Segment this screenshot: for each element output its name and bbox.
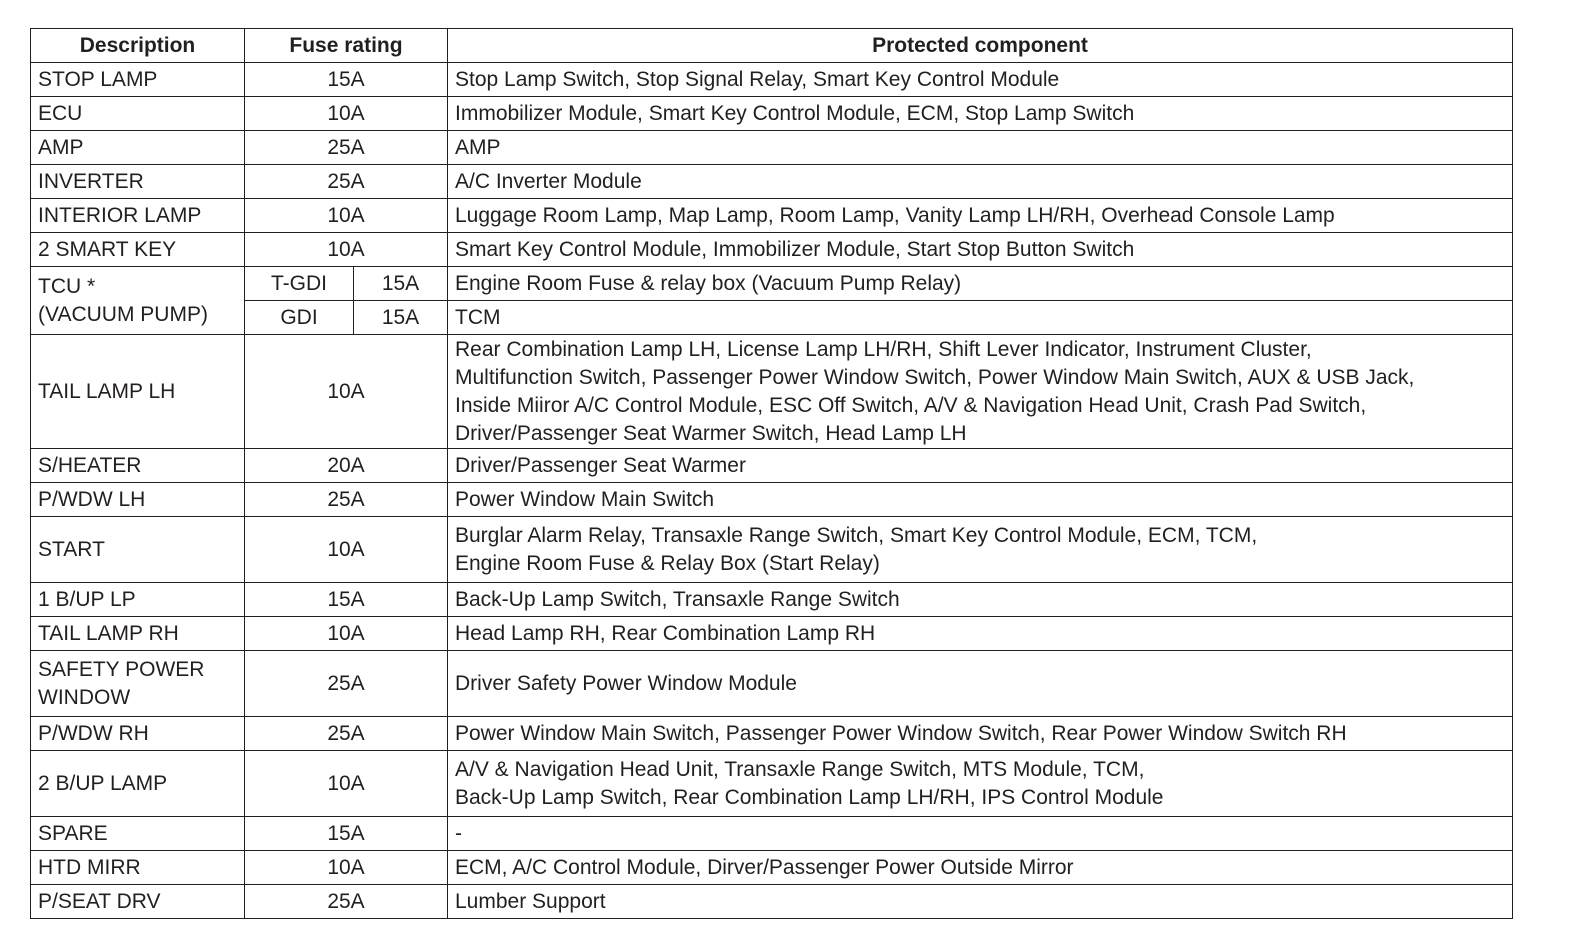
table-row — [31, 717, 1513, 751]
table-row — [31, 63, 1513, 97]
protected-component: Engine Room Fuse & relay box (Vacuum Pump Relay) — [448, 267, 1513, 301]
fuse-rating: 10A — [245, 851, 448, 885]
fuse-description: 1 B/UP LP — [31, 583, 245, 617]
protected-component: Immobilizer Module, Smart Key Control Module, ECM, Stop Lamp Switch — [448, 97, 1513, 131]
fuse-description: START — [31, 517, 245, 583]
protected-component: Smart Key Control Module, Immobilizer Module, Start Stop Button Switch — [448, 233, 1513, 267]
fuse-description: AMP — [31, 131, 245, 165]
protected-component: - — [448, 817, 1513, 851]
component-line: Multifunction Switch, Passenger Power Window Switch, Power Window Main Switch, AUX & USB Jack, — [455, 365, 1415, 389]
protected-component: Head Lamp RH, Rear Combination Lamp RH — [448, 617, 1513, 651]
table-row — [31, 233, 1513, 267]
fuse-description: INVERTER — [31, 165, 245, 199]
protected-component: Luggage Room Lamp, Map Lamp, Room Lamp, Vanity Lamp LH/RH, Overhead Console Lamp — [448, 199, 1513, 233]
fuse-description-tcu — [31, 267, 245, 335]
description-line: WINDOW — [38, 685, 131, 709]
fuse-rating: 15A — [245, 63, 448, 97]
protected-component: AMP — [448, 131, 1513, 165]
component-line: Inside Miiror A/C Control Module, ESC Off Switch, A/V & Navigation Head Unit, Crash Pad Switch, — [455, 393, 1367, 417]
fuse-rating: 20A — [245, 449, 448, 483]
fuse-rating: 10A — [245, 335, 448, 449]
fuse-rating: 25A — [245, 717, 448, 751]
engine-variant: GDI — [245, 301, 354, 335]
fuse-rating: 10A — [245, 97, 448, 131]
table-row — [31, 583, 1513, 617]
component-line: Driver/Passenger Seat Warmer Switch, Head Lamp LH — [455, 421, 967, 445]
fuse-description: P/WDW RH — [31, 717, 245, 751]
table-row — [31, 335, 1513, 449]
fuse-rating: 25A — [245, 165, 448, 199]
protected-component: Power Window Main Switch — [448, 483, 1513, 517]
description-line: SAFETY POWER — [38, 657, 205, 681]
table-row — [31, 97, 1513, 131]
table-row-tcu-tgdi — [31, 267, 1513, 301]
table-row — [31, 517, 1513, 583]
table-row — [31, 165, 1513, 199]
table-row — [31, 817, 1513, 851]
protected-component: Stop Lamp Switch, Stop Signal Relay, Smart Key Control Module — [448, 63, 1513, 97]
protected-component: ECM, A/C Control Module, Dirver/Passenger Power Outside Mirror — [448, 851, 1513, 885]
component-line: Burglar Alarm Relay, Transaxle Range Switch, Smart Key Control Module, ECM, TCM, — [455, 523, 1258, 547]
fuse-description: INTERIOR LAMP — [31, 199, 245, 233]
fuse-rating: 25A — [245, 651, 448, 717]
header-protected-component: Protected component — [448, 29, 1513, 63]
fuse-rating: 10A — [245, 751, 448, 817]
fuse-rating: 25A — [245, 483, 448, 517]
protected-component: A/C Inverter Module — [448, 165, 1513, 199]
fuse-description: TAIL LAMP RH — [31, 617, 245, 651]
fuse-rating: 10A — [245, 617, 448, 651]
header-description: Description — [31, 29, 245, 63]
component-line: A/V & Navigation Head Unit, Transaxle Range Switch, MTS Module, TCM, — [455, 757, 1145, 781]
fuse-rating: 10A — [245, 199, 448, 233]
fuse-rating: 10A — [245, 517, 448, 583]
engine-variant: T-GDI — [245, 267, 354, 301]
protected-component: TCM — [448, 301, 1513, 335]
table-row — [31, 449, 1513, 483]
protected-component: Back-Up Lamp Switch, Transaxle Range Switch — [448, 583, 1513, 617]
protected-component — [448, 517, 1513, 583]
fuse-description: HTD MIRR — [31, 851, 245, 885]
protected-component — [448, 335, 1513, 449]
fuse-description: P/WDW LH — [31, 483, 245, 517]
table-row-tcu-gdi — [31, 301, 1513, 335]
description-line: (VACUUM PUMP) — [38, 302, 208, 326]
table-row — [31, 651, 1513, 717]
protected-component: Power Window Main Switch, Passenger Power Window Switch, Rear Power Window Switch RH — [448, 717, 1513, 751]
fuse-rating: 25A — [245, 885, 448, 919]
fuse-description: ECU — [31, 97, 245, 131]
protected-component: Driver Safety Power Window Module — [448, 651, 1513, 717]
fuse-description: S/HEATER — [31, 449, 245, 483]
fuse-rating: 15A — [245, 583, 448, 617]
header-fuse-rating: Fuse rating — [245, 29, 448, 63]
component-line: Rear Combination Lamp LH, License Lamp LH/RH, Shift Lever Indicator, Instrument Cluster, — [455, 337, 1312, 361]
fuse-description: TAIL LAMP LH — [31, 335, 245, 449]
header-row — [31, 29, 1513, 63]
fuse-description: 2 B/UP LAMP — [31, 751, 245, 817]
table-row — [31, 751, 1513, 817]
protected-component: Driver/Passenger Seat Warmer — [448, 449, 1513, 483]
fuse-description: P/SEAT DRV — [31, 885, 245, 919]
table-row — [31, 885, 1513, 919]
fuse-description — [31, 651, 245, 717]
fuse-rating: 25A — [245, 131, 448, 165]
table-row — [31, 131, 1513, 165]
fuse-rating: 15A — [354, 301, 448, 335]
table-row — [31, 617, 1513, 651]
component-line: Engine Room Fuse & Relay Box (Start Relay) — [455, 551, 880, 575]
fuse-table — [30, 28, 1513, 919]
table-row — [31, 483, 1513, 517]
protected-component — [448, 751, 1513, 817]
fuse-rating: 15A — [354, 267, 448, 301]
fuse-description: SPARE — [31, 817, 245, 851]
protected-component: Lumber Support — [448, 885, 1513, 919]
table-row — [31, 851, 1513, 885]
fuse-rating: 15A — [245, 817, 448, 851]
description-line: TCU * — [38, 274, 96, 298]
table-row — [31, 199, 1513, 233]
component-line: Back-Up Lamp Switch, Rear Combination Lamp LH/RH, IPS Control Module — [455, 785, 1164, 809]
fuse-rating: 10A — [245, 233, 448, 267]
fuse-description: 2 SMART KEY — [31, 233, 245, 267]
fuse-description: STOP LAMP — [31, 63, 245, 97]
